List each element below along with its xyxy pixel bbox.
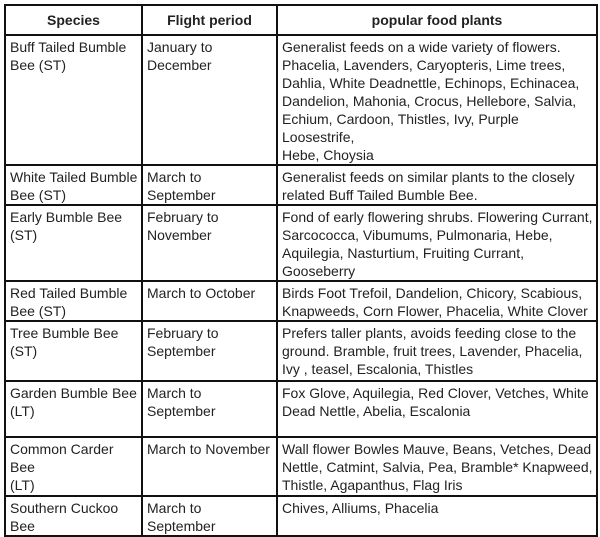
header-species: Species: [5, 5, 142, 35]
table-row: [5, 321, 597, 381]
header-food-plants: popular food plants: [277, 5, 597, 35]
species-cell: Tree Bumble Bee (ST): [5, 321, 142, 381]
table-row: [5, 281, 597, 321]
species-cell: Buff Tailed Bumble Bee (ST): [5, 35, 142, 165]
table-row: [5, 496, 597, 536]
flight-period-cell: January to December: [142, 35, 277, 165]
table-row: [5, 437, 597, 496]
header-flight-period: Flight period: [142, 5, 277, 35]
species-cell: Garden Bumble Bee (LT): [5, 381, 142, 437]
species-cell: Red Tailed Bumble Bee (ST): [5, 281, 142, 321]
header-row: [5, 5, 597, 35]
food-plants-cell: Generalist feeds on similar plants to the closely related Buff Tailed Bumble Bee.: [277, 165, 597, 205]
table-row: [5, 165, 597, 205]
table-row: [5, 35, 597, 165]
bee-food-plants-table: [4, 4, 598, 537]
food-plants-cell: Fond of early flowering shrubs. Flowering Currant, Sarcococca, Vibumums, Pulmonaria, Hebe, Aquilegia, Nasturtium, Fruiting Currant, Gooseberry: [277, 205, 597, 281]
flight-period-cell: March to September: [142, 165, 277, 205]
table-row: [5, 205, 597, 281]
flight-period-cell: March to October: [142, 281, 277, 321]
flight-period-cell: March to November: [142, 437, 277, 496]
species-cell: White Tailed Bumble Bee (ST): [5, 165, 142, 205]
flight-period-cell: March to September: [142, 496, 277, 536]
flight-period-cell: March to September: [142, 381, 277, 437]
food-plants-cell: Chives, Alliums, Phacelia: [277, 496, 597, 536]
table-row: [5, 381, 597, 437]
species-cell: Southern Cuckoo Bee: [5, 496, 142, 536]
species-cell: Common Carder Bee (LT): [5, 437, 142, 496]
food-plants-cell: Birds Foot Trefoil, Dandelion, Chicory, Scabious, Knapweeds, Corn Flower, Phacelia, White Clover: [277, 281, 597, 321]
food-plants-cell: Prefers taller plants, avoids feeding close to the ground. Bramble, fruit trees, Lavender, Phacelia, Ivy , teasel, Escalonia, Thistles: [277, 321, 597, 381]
food-plants-cell: Wall flower Bowles Mauve, Beans, Vetches, Dead Nettle, Catmint, Salvia, Pea, Bramble* Knapweed, Thistle, Agapanthus, Flag Iris: [277, 437, 597, 496]
species-cell: Early Bumble Bee (ST): [5, 205, 142, 281]
flight-period-cell: February to November: [142, 205, 277, 281]
food-plants-cell: Fox Glove, Aquilegia, Red Clover, Vetches, White Dead Nettle, Abelia, Escalonia: [277, 381, 597, 437]
flight-period-cell: February to September: [142, 321, 277, 381]
food-plants-cell: Generalist feeds on a wide variety of flowers. Phacelia, Lavenders, Caryopteris, Lime trees, Dahlia, White Deadnettle, Echinops, Echinacea, Dandelion, Mahonia, Crocus, Hellebore, Salvia, Echium, Cardoon, Thistles, Ivy, Purple Loosestrife, Hebe, Choysia: [277, 35, 597, 165]
